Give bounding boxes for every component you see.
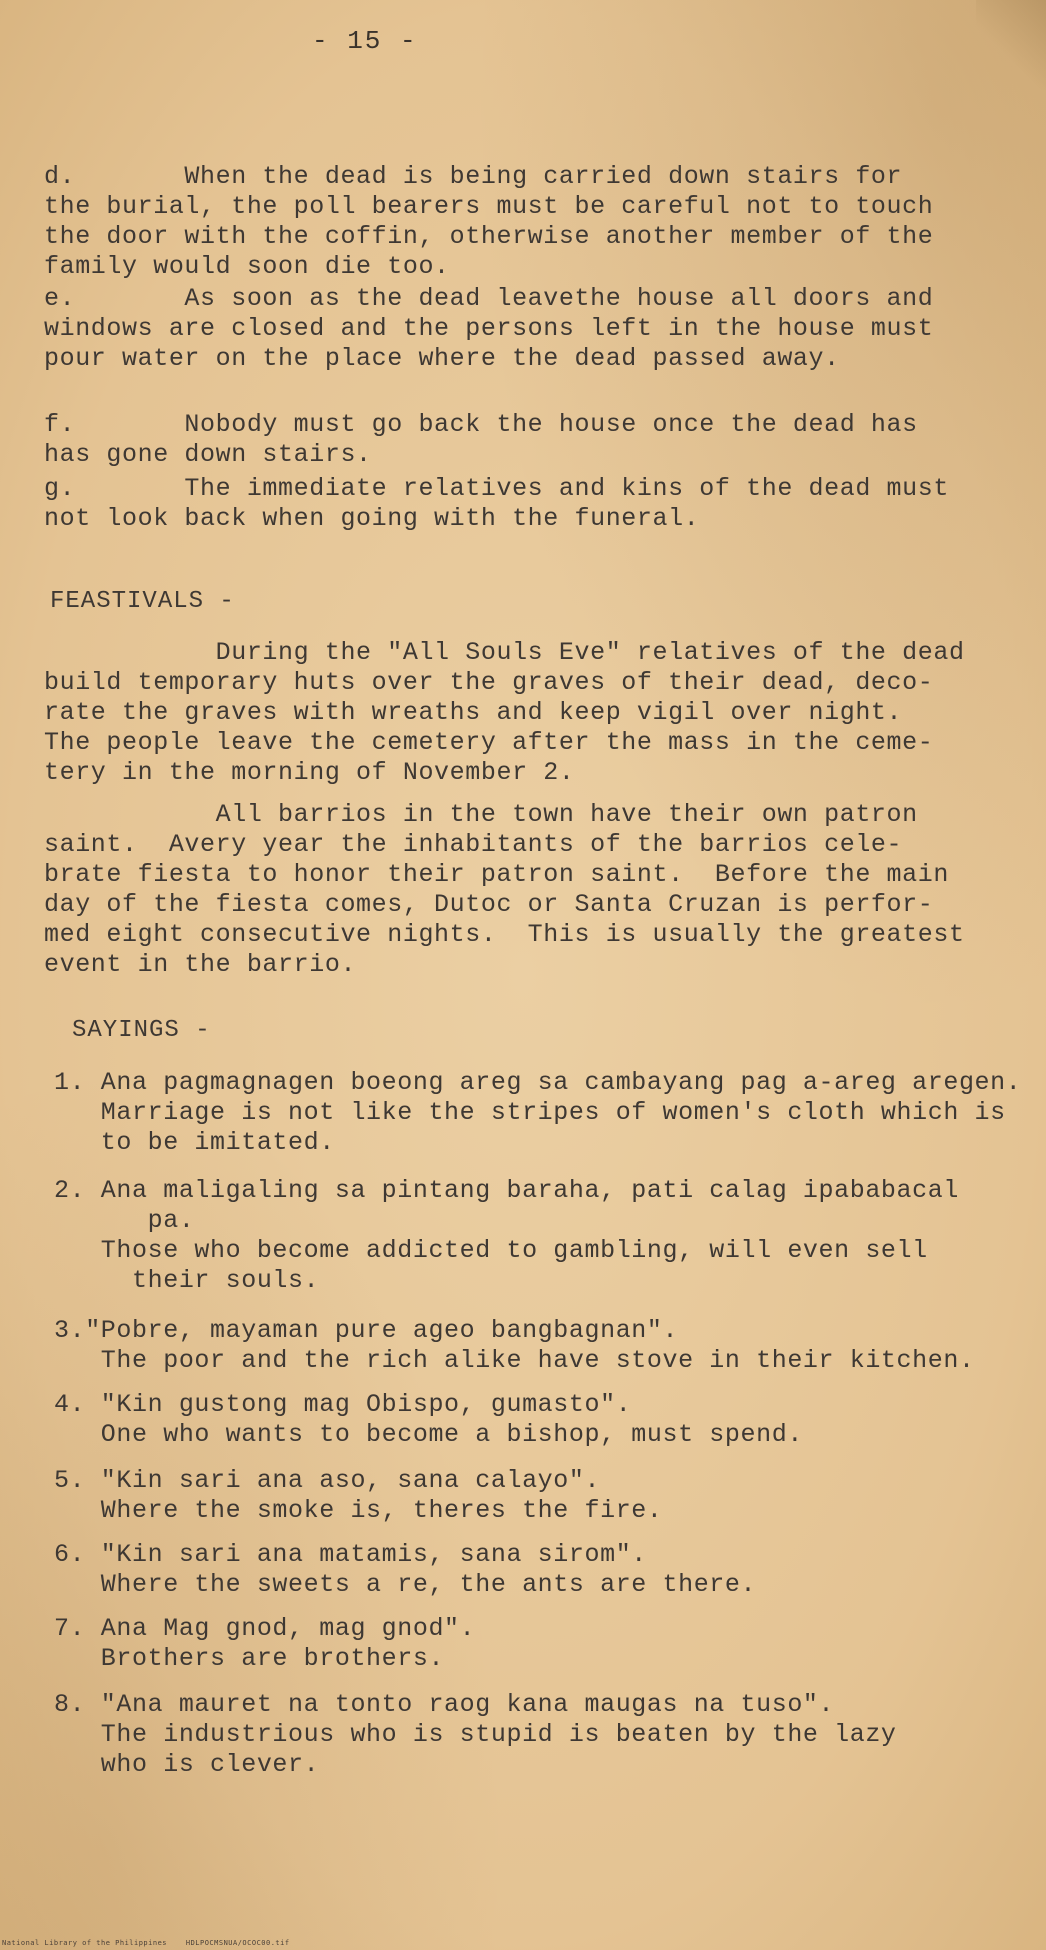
superstition-d: d. When the dead is being carried down stairs for the burial, the poll bearers must be careful not to touch the door with the coffin, otherwise another member of the family would soon die too.: [44, 162, 934, 281]
archive-footer: National Library of the Philippines HDLPOCMSNUA/OCOC00.tif: [2, 1939, 290, 1947]
saying-3: 3."Pobre, mayaman pure ageo bangbagnan". The poor and the rich alike have stove in their kitchen.: [54, 1316, 975, 1375]
superstition-f: f. Nobody must go back the house once the dead has has gone down stairs.: [44, 410, 918, 469]
festivals-heading: FEASTIVALS -: [50, 588, 235, 615]
saying-8: 8. "Ana mauret na tonto raog kana maugas na tuso". The industrious who is stupid is beaten by the lazy who is clever.: [54, 1690, 897, 1779]
saying-6: 6. "Kin sari ana matamis, sana sirom". Where the sweets a re, the ants are there.: [54, 1540, 757, 1599]
saying-2: 2. Ana maligaling sa pintang baraha, pati calag ipababacal pa. Those who become addicted to gambling, will even sell their souls.: [54, 1176, 959, 1295]
festivals-paragraph-2: All barrios in the town have their own patron saint. Avery year the inhabitants of the barrios cele- brate fiesta to honor their patron saint. Before the main day of the fiesta comes, Dutoc or Santa Cruzan is perfor- med eight consecutive nights. This is usually the greatest event in the barrio.: [44, 800, 965, 979]
saying-4: 4. "Kin gustong mag Obispo, gumasto". One who wants to become a bishop, must spend.: [54, 1390, 803, 1449]
sayings-heading: SAYINGS -: [72, 1017, 211, 1044]
saying-1: 1. Ana pagmagnagen boeong areg sa cambayang pag a-areg aregen. Marriage is not like the stripes of women's cloth which is to be imitated.: [54, 1068, 1022, 1157]
page-number: - 15 -: [312, 26, 418, 56]
superstition-g: g. The immediate relatives and kins of the dead must not look back when going with the funeral.: [44, 474, 949, 533]
festivals-paragraph-1: During the "All Souls Eve" relatives of the dead build temporary huts over the graves of their dead, deco- rate the graves with wreaths and keep vigil over night. The people leave the cemetery after the mass in the ceme- tery in the morning of November 2.: [44, 638, 965, 787]
superstition-e: e. As soon as the dead leavethe house all doors and windows are closed and the persons left in the house must pour water on the place where the dead passed away.: [44, 284, 934, 373]
saying-5: 5. "Kin sari ana aso, sana calayo". Where the smoke is, theres the fire.: [54, 1466, 663, 1525]
page-fold-shadow: [976, 0, 1046, 90]
saying-7: 7. Ana Mag gnod, mag gnod". Brothers are brothers.: [54, 1614, 476, 1673]
